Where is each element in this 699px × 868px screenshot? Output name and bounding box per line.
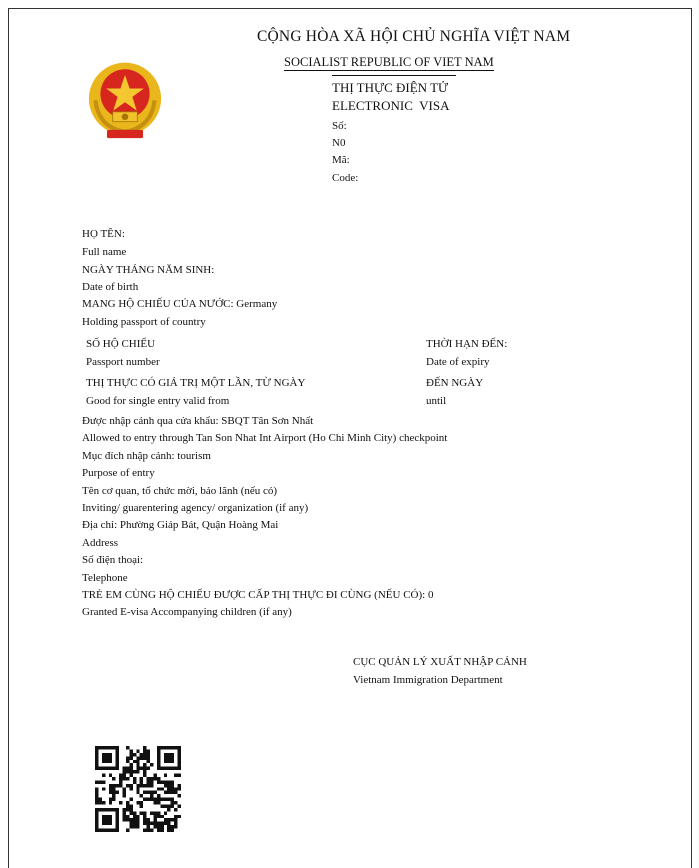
fullname-label-en: Full name bbox=[82, 246, 127, 258]
valid-from-label-vi: THỊ THỰC CÓ GIÁ TRỊ MỘT LẦN, TỪ NGÀY bbox=[86, 377, 306, 389]
dob-label-vi: NGÀY THÁNG NĂM SINH: bbox=[82, 264, 215, 276]
qr-code-icon bbox=[95, 746, 181, 832]
country-name-en: SOCIALIST REPUBLIC OF VIET NAM bbox=[284, 55, 494, 69]
expiry-label-vi: THỜI HẠN ĐẾN: bbox=[426, 338, 508, 350]
country-name-vi: CỘNG HÒA XÃ HỘI CHỦ NGHĨA VIỆT NAM bbox=[257, 28, 571, 45]
agency-label-en: Inviting/ guarentering agency/ organization (if any) bbox=[82, 502, 309, 514]
department-name-en: Vietnam Immigration Department bbox=[353, 674, 503, 686]
visa-title-en: ELECTRONIC VISA bbox=[332, 98, 450, 113]
until-label-en: until bbox=[426, 395, 447, 407]
entry-checkpoint-en: Allowed to entry through Tan Son Nhat Int Airport (Ho Chi Minh City) checkpoint bbox=[82, 432, 448, 444]
visa-number-label-en: N0 bbox=[332, 137, 346, 149]
valid-from-label-en: Good for single entry valid from bbox=[86, 395, 230, 407]
department-name-vi: CỤC QUẢN LÝ XUẤT NHẬP CẢNH bbox=[353, 656, 527, 668]
phone-label-en: Telephone bbox=[82, 572, 128, 584]
passport-country-en: Holding passport of country bbox=[82, 316, 206, 328]
until-label-vi: ĐẾN NGÀY bbox=[426, 377, 484, 389]
agency-label-vi: Tên cơ quan, tổ chức mời, bảo lãnh (nếu có) bbox=[82, 485, 278, 497]
dob-label-en: Date of birth bbox=[82, 281, 139, 293]
national-emblem-icon bbox=[84, 60, 166, 144]
address-label-vi: Địa chỉ: Phường Giáp Bát, Quận Hoàng Mai bbox=[82, 519, 279, 531]
visa-number-label-vi: Số: bbox=[332, 120, 347, 132]
header-divider bbox=[332, 75, 456, 76]
children-label-vi: TRẺ EM CÙNG HỘ CHIẾU ĐƯỢC CẤP THỊ THỰC ĐI CÙNG (NẾU CÓ): 0 bbox=[82, 589, 434, 601]
fullname-label-vi: HỌ TÊN: bbox=[82, 228, 125, 240]
visa-title-vi: THỊ THỰC ĐIỆN TỬ bbox=[332, 80, 449, 95]
visa-code-label-en: Code: bbox=[332, 172, 359, 184]
entry-checkpoint-vi: Được nhập cảnh qua cửa khẩu: SBQT Tân Sơn Nhất bbox=[82, 415, 314, 427]
phone-label-vi: Số điện thoại: bbox=[82, 554, 144, 566]
children-label-en: Granted E-visa Accompanying children (if any) bbox=[82, 606, 292, 618]
passport-country-vi: MANG HỘ CHIẾU CỦA NƯỚC: Germany bbox=[82, 298, 278, 310]
purpose-label-vi: Mục đích nhập cảnh: tourism bbox=[82, 450, 211, 462]
visa-code-label-vi: Mã: bbox=[332, 154, 350, 166]
passport-number-label-vi: SỐ HỘ CHIẾU bbox=[86, 338, 156, 350]
address-label-en: Address bbox=[82, 537, 119, 549]
purpose-label-en: Purpose of entry bbox=[82, 467, 155, 479]
expiry-label-en: Date of expiry bbox=[426, 356, 490, 368]
passport-number-label-en: Passport number bbox=[86, 356, 160, 368]
